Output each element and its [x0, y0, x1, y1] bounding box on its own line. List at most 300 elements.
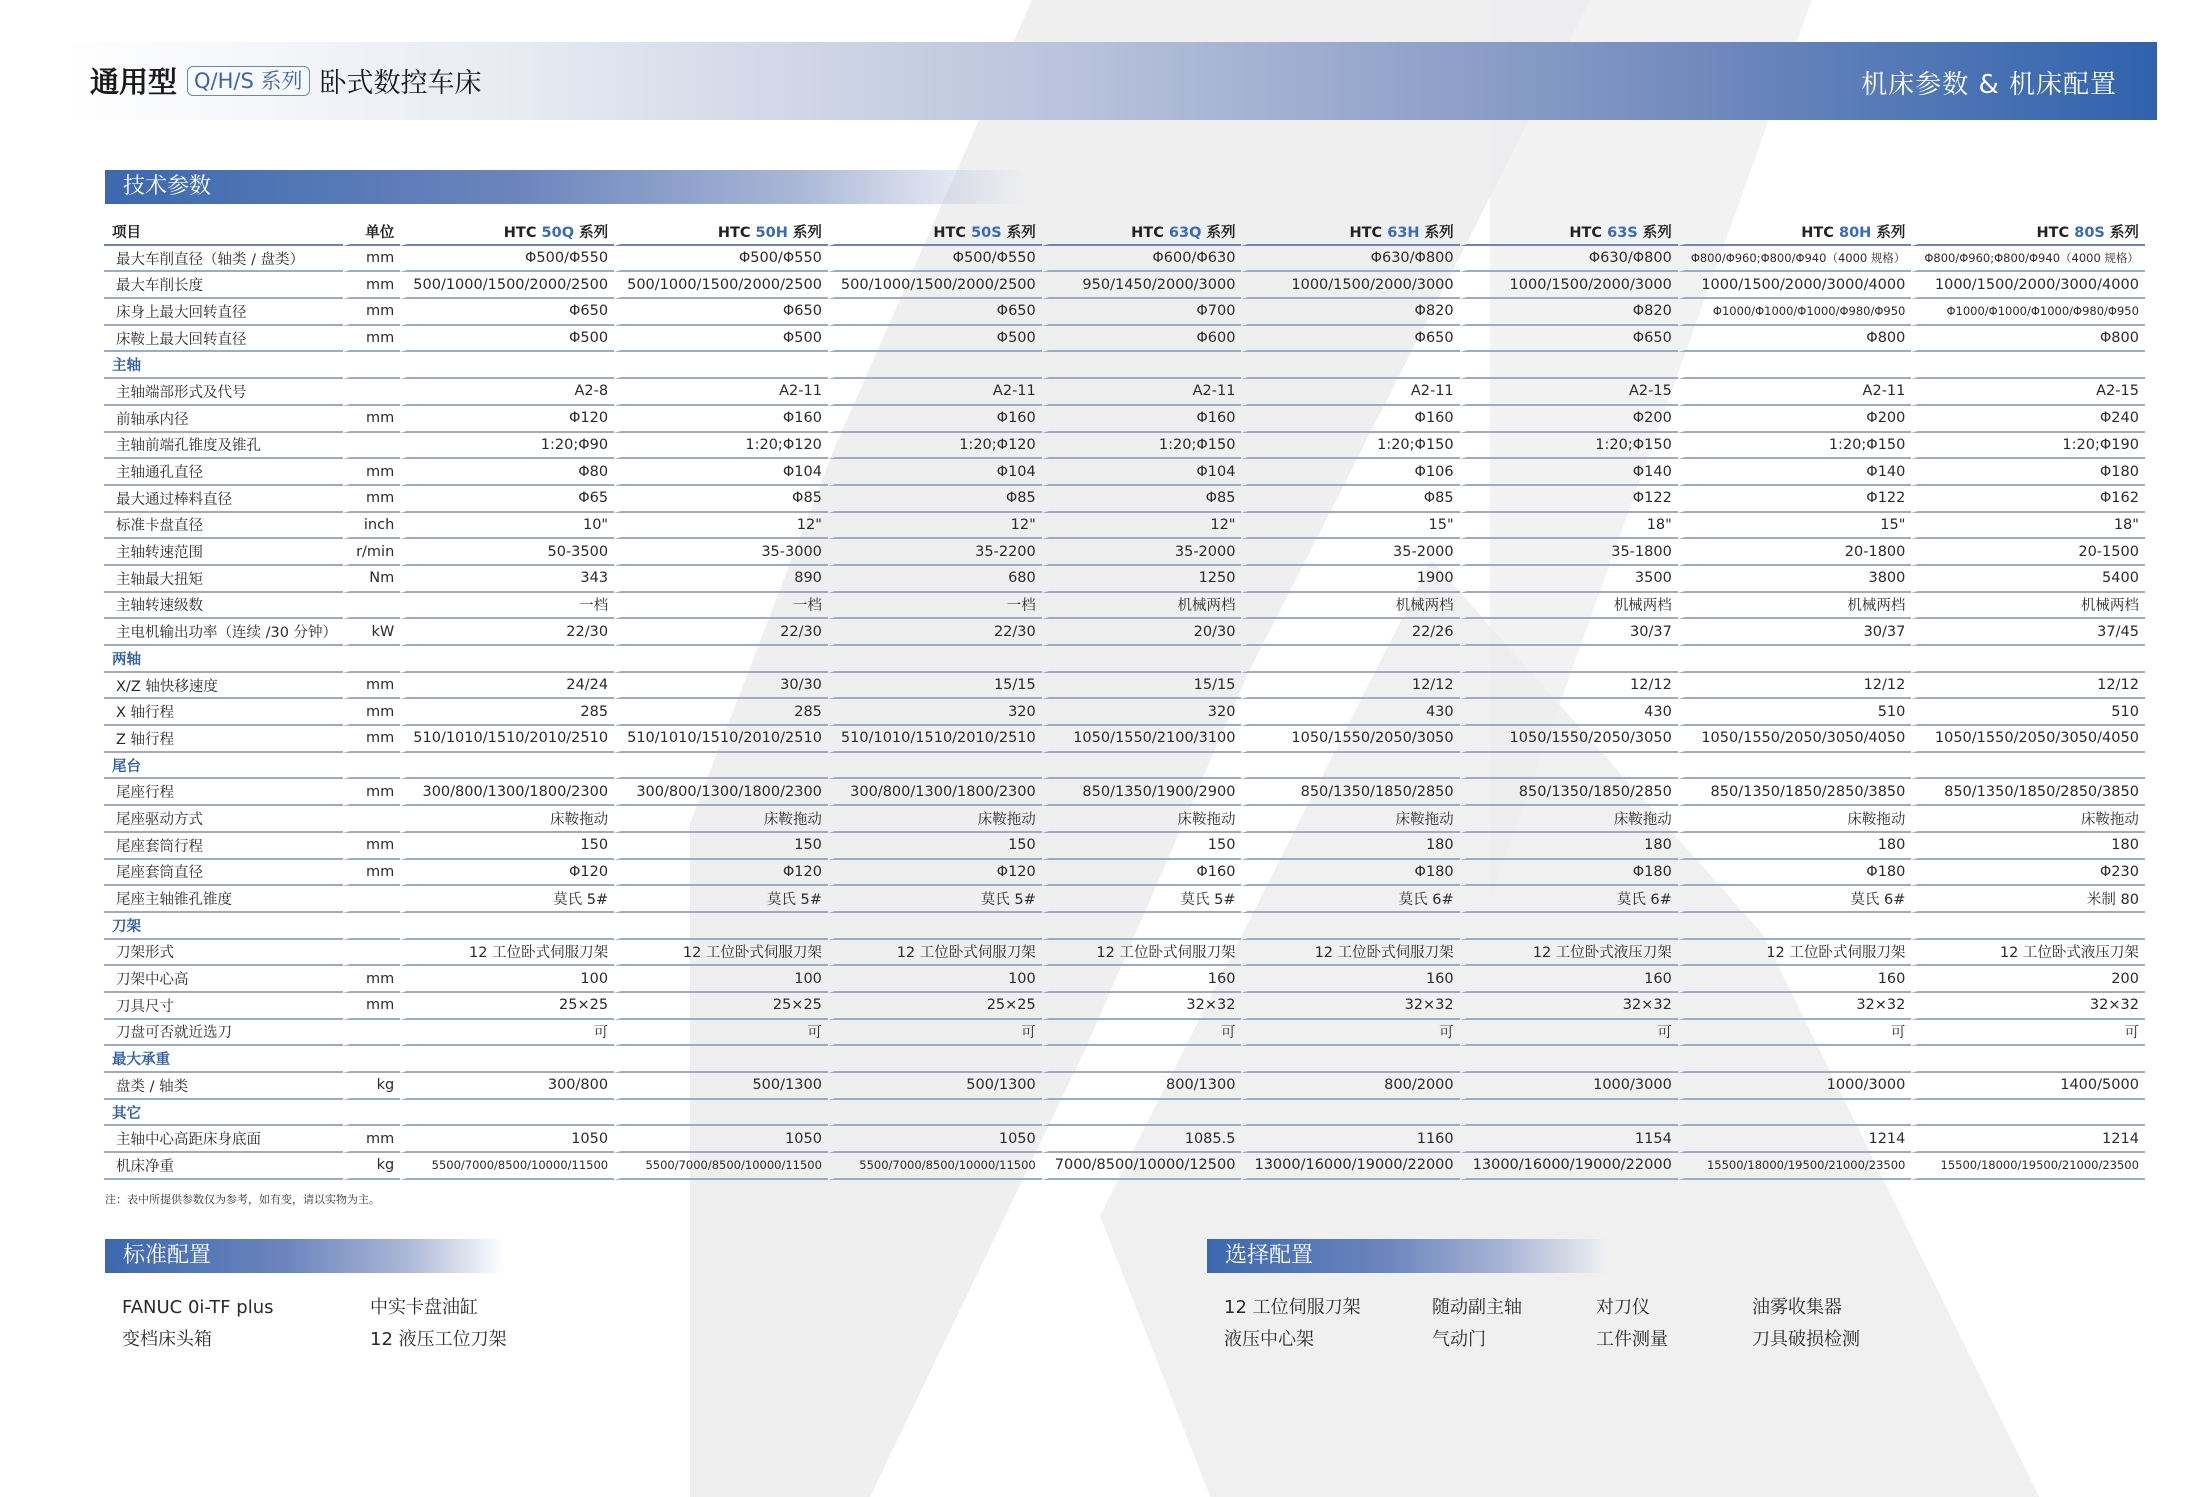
row-value: 1000/3000 [1460, 1073, 1678, 1100]
row-value: Φ240 [1911, 406, 2145, 433]
config-item: FANUC 0i-TF plus [122, 1297, 274, 1318]
row-value: 430 [1460, 699, 1678, 726]
row-value: 可 [1678, 1020, 1912, 1047]
row-value: 18" [1460, 513, 1678, 540]
row-value: Φ180 [1241, 860, 1459, 887]
row-value: 1:20;Φ90 [400, 433, 614, 460]
row-value: 25×25 [828, 993, 1042, 1020]
row-value: 160 [1042, 966, 1242, 993]
row-value: 510/1010/1510/2010/2510 [400, 726, 614, 753]
table-section-row [104, 1100, 2145, 1127]
row-unit: mm [343, 966, 400, 993]
row-value: 160 [1241, 966, 1459, 993]
row-value: 500/1300 [614, 1073, 828, 1100]
row-value: 500/1300 [828, 1073, 1042, 1100]
row-unit: mm [343, 993, 400, 1020]
row-value: Φ650 [1460, 326, 1678, 353]
row-value: Φ122 [1460, 486, 1678, 513]
title-type: 通用型 [90, 65, 178, 99]
table-row [104, 1073, 2145, 1100]
row-value: 10" [400, 513, 614, 540]
row-value: 35-2000 [1241, 539, 1459, 566]
row-unit [343, 886, 400, 913]
row-value: 1900 [1241, 566, 1459, 593]
row-value: 12/12 [1678, 673, 1912, 700]
row-value: 35-2000 [1042, 539, 1242, 566]
table-row [104, 726, 2145, 753]
row-value: 18" [1911, 513, 2145, 540]
row-value: 200 [1911, 966, 2145, 993]
row-value: 22/26 [1241, 619, 1459, 646]
row-value: 1050/1550/2050/3050 [1241, 726, 1459, 753]
row-value: 285 [614, 699, 828, 726]
row-value: 150 [1042, 833, 1242, 860]
row-value: A2-11 [828, 379, 1042, 406]
row-value: 180 [1678, 833, 1912, 860]
empty-cell [343, 913, 400, 940]
row-item-label: 主轴转速范围 [104, 539, 343, 566]
table-row [104, 833, 2145, 860]
row-value: 1050 [400, 1126, 614, 1153]
table-row [104, 566, 2145, 593]
row-value: 1:20;Φ120 [614, 433, 828, 460]
row-value: Φ600 [1042, 326, 1242, 353]
row-value: Φ630/Φ800 [1241, 246, 1459, 273]
row-item-label: 尾座套筒行程 [104, 833, 343, 860]
row-value: 12" [828, 513, 1042, 540]
row-value: 莫氏 5# [614, 886, 828, 913]
row-value: 1000/1500/2000/3000 [1241, 272, 1459, 299]
row-value: 1050/1550/2100/3100 [1042, 726, 1242, 753]
row-value: 3500 [1460, 566, 1678, 593]
row-value: 可 [400, 1020, 614, 1047]
section-label: 其它 [104, 1100, 343, 1127]
row-value: 莫氏 5# [828, 886, 1042, 913]
row-unit: kg [343, 1073, 400, 1100]
row-value: 5500/7000/8500/10000/11500 [400, 1153, 614, 1180]
empty-cell [343, 753, 400, 780]
empty-cell [1042, 913, 1242, 940]
row-value: 32×32 [1241, 993, 1459, 1020]
row-value: Φ180 [1678, 860, 1912, 887]
table-row [104, 379, 2145, 406]
empty-cell [1241, 1100, 1459, 1127]
model-prefix: HTC [933, 224, 972, 241]
row-value: 500/1000/1500/2000/2500 [828, 272, 1042, 299]
row-value: 15500/18000/19500/21000/23500 [1911, 1153, 2145, 1180]
row-value: Φ1000/Φ1000/Φ1000/Φ980/Φ950 [1911, 299, 2145, 326]
table-row [104, 539, 2145, 566]
table-row [104, 940, 2145, 967]
row-value: 100 [400, 966, 614, 993]
row-value: Φ200 [1460, 406, 1678, 433]
row-item-label: 主轴中心高距床身底面 [104, 1126, 343, 1153]
row-value: 12" [1042, 513, 1242, 540]
empty-cell [1678, 1046, 1912, 1073]
empty-cell [828, 913, 1042, 940]
model-number: 80H [1838, 224, 1872, 241]
empty-cell [400, 352, 614, 379]
model-suffix: 系列 [1201, 224, 1236, 241]
row-item-label: 床身上最大回转直径 [104, 299, 343, 326]
row-value: 机械两档 [1241, 593, 1459, 620]
model-suffix: 系列 [1871, 224, 1906, 241]
table-row [104, 993, 2145, 1020]
row-value: 机械两档 [1460, 593, 1678, 620]
row-value: 800/1300 [1042, 1073, 1242, 1100]
row-value: Φ120 [614, 860, 828, 887]
row-value: 12/12 [1241, 673, 1459, 700]
row-unit: mm [343, 246, 400, 273]
row-value: 7000/8500/10000/12500 [1042, 1153, 1242, 1180]
row-value: 1000/1500/2000/3000 [1460, 272, 1678, 299]
row-value: 1160 [1241, 1126, 1459, 1153]
row-value: Φ500/Φ550 [828, 246, 1042, 273]
row-unit: mm [343, 779, 400, 806]
empty-cell [1241, 913, 1459, 940]
row-value: 20-1800 [1678, 539, 1912, 566]
row-value: Φ800/Φ960;Φ800/Φ940（4000 规格） [1678, 246, 1912, 273]
row-value: 15500/18000/19500/21000/23500 [1678, 1153, 1912, 1180]
row-value: Φ104 [828, 459, 1042, 486]
row-value: Φ65 [400, 486, 614, 513]
table-note: 注：表中所提供参数仅为参考，如有变，请以实物为主。 [105, 1193, 380, 1206]
row-value: 15/15 [1042, 673, 1242, 700]
model-number: 63S [1607, 224, 1638, 241]
row-item-label: 最大通过棒料直径 [104, 486, 343, 513]
table-row [104, 860, 2145, 887]
row-value: 100 [828, 966, 1042, 993]
row-value: 15" [1678, 513, 1912, 540]
table-row [104, 779, 2145, 806]
row-value: A2-11 [614, 379, 828, 406]
row-value: 180 [1911, 833, 2145, 860]
row-value: A2-11 [1042, 379, 1242, 406]
row-value: Φ650 [614, 299, 828, 326]
table-section-row [104, 646, 2145, 673]
row-value: 950/1450/2000/3000 [1042, 272, 1242, 299]
row-value: 25×25 [400, 993, 614, 1020]
spec-table [104, 219, 2145, 1180]
row-value: 32×32 [1460, 993, 1678, 1020]
row-value: 850/1350/1850/2850/3850 [1911, 779, 2145, 806]
row-value: 15/15 [828, 673, 1042, 700]
row-value: Φ160 [614, 406, 828, 433]
empty-cell [614, 753, 828, 780]
table-row [104, 619, 2145, 646]
model-suffix: 系列 [574, 224, 609, 241]
row-unit: mm [343, 326, 400, 353]
row-value: 可 [614, 1020, 828, 1047]
row-value: 1000/3000 [1678, 1073, 1912, 1100]
row-value: 180 [1241, 833, 1459, 860]
empty-cell [1911, 1100, 2145, 1127]
row-value: 24/24 [400, 673, 614, 700]
table-row [104, 806, 2145, 833]
row-item-label: 尾座驱动方式 [104, 806, 343, 833]
empty-cell [1460, 1046, 1678, 1073]
row-value: 1:20;Φ150 [1241, 433, 1459, 460]
row-value: 机械两档 [1911, 593, 2145, 620]
table-row [104, 593, 2145, 620]
row-value: 32×32 [1042, 993, 1242, 1020]
table-row [104, 1020, 2145, 1047]
row-value: 12 工位卧式伺服刀架 [1042, 940, 1242, 967]
row-value: 13000/16000/19000/22000 [1460, 1153, 1678, 1180]
row-unit: r/min [343, 539, 400, 566]
row-unit: mm [343, 486, 400, 513]
title-product: 卧式数控车床 [319, 68, 482, 99]
table-section-row [104, 913, 2145, 940]
empty-cell [1911, 753, 2145, 780]
section-label: 尾台 [104, 753, 343, 780]
row-unit: Nm [343, 566, 400, 593]
row-value: Φ80 [400, 459, 614, 486]
row-value: 莫氏 5# [400, 886, 614, 913]
row-value: 150 [614, 833, 828, 860]
row-value: Φ160 [1042, 860, 1242, 887]
table-row [104, 406, 2145, 433]
row-unit: mm [343, 673, 400, 700]
config-item: 12 液压工位刀架 [370, 1329, 507, 1350]
row-value: 床鞍拖动 [1911, 806, 2145, 833]
header-model-80h [1678, 219, 1912, 246]
row-value: Φ104 [614, 459, 828, 486]
row-item-label: 最大车削直径（轴类 / 盘类） [104, 246, 343, 273]
row-value: 300/800/1300/1800/2300 [400, 779, 614, 806]
row-value: Φ85 [1241, 486, 1459, 513]
empty-cell [343, 646, 400, 673]
model-suffix: 系列 [787, 224, 822, 241]
row-unit [343, 940, 400, 967]
row-value: Φ500/Φ550 [614, 246, 828, 273]
empty-cell [1678, 1100, 1912, 1127]
table-row [104, 486, 2145, 513]
model-suffix: 系列 [1001, 224, 1036, 241]
table-row [104, 299, 2145, 326]
row-unit: mm [343, 272, 400, 299]
empty-cell [343, 1046, 400, 1073]
table-row [104, 513, 2145, 540]
row-value: 25×25 [614, 993, 828, 1020]
empty-cell [400, 646, 614, 673]
empty-cell [1042, 646, 1242, 673]
row-value: 150 [400, 833, 614, 860]
empty-cell [614, 646, 828, 673]
table-section-row [104, 1046, 2145, 1073]
row-value: 20/30 [1042, 619, 1242, 646]
empty-cell [828, 352, 1042, 379]
row-value: 3800 [1678, 566, 1912, 593]
row-value: 床鞍拖动 [400, 806, 614, 833]
section-standard-config: 标准配置 [105, 1239, 505, 1273]
row-value: 可 [1911, 1020, 2145, 1047]
row-value: Φ160 [828, 406, 1042, 433]
model-prefix: HTC [717, 224, 756, 241]
header-model-80s [1911, 219, 2145, 246]
row-value: Φ500 [828, 326, 1042, 353]
row-value: 22/30 [614, 619, 828, 646]
row-unit [343, 806, 400, 833]
row-value: Φ500 [614, 326, 828, 353]
config-item: 中实卡盘油缸 [370, 1297, 478, 1318]
row-value: 5500/7000/8500/10000/11500 [614, 1153, 828, 1180]
empty-cell [1241, 1046, 1459, 1073]
header-model-50q [400, 219, 614, 246]
row-value: 1:20;Φ190 [1911, 433, 2145, 460]
row-value: 30/37 [1460, 619, 1678, 646]
row-value: 12 工位卧式伺服刀架 [614, 940, 828, 967]
model-number: 80S [2074, 224, 2105, 241]
row-value: 510/1010/1510/2010/2510 [828, 726, 1042, 753]
row-value: Φ160 [1241, 406, 1459, 433]
header-model-63s [1460, 219, 1678, 246]
row-unit: inch [343, 513, 400, 540]
row-value: 12 工位卧式伺服刀架 [1678, 940, 1912, 967]
row-value: 1050/1550/2050/3050/4050 [1678, 726, 1912, 753]
row-value: 15" [1241, 513, 1459, 540]
row-value: Φ820 [1241, 299, 1459, 326]
empty-cell [1911, 913, 2145, 940]
empty-cell [828, 1046, 1042, 1073]
empty-cell [1241, 646, 1459, 673]
table-row [104, 1153, 2145, 1180]
empty-cell [1460, 913, 1678, 940]
row-unit: mm [343, 726, 400, 753]
row-value: Φ162 [1911, 486, 2145, 513]
row-value: 50-3500 [400, 539, 614, 566]
row-value: 100 [614, 966, 828, 993]
row-unit: mm [343, 299, 400, 326]
table-row [104, 1126, 2145, 1153]
row-item-label: Z 轴行程 [104, 726, 343, 753]
row-value: 430 [1241, 699, 1459, 726]
row-value: 12" [614, 513, 828, 540]
row-value: 莫氏 6# [1460, 886, 1678, 913]
series-badge: Q/H/S 系列 [187, 66, 309, 96]
model-number: 63Q [1168, 224, 1202, 241]
row-value: 500/1000/1500/2000/2500 [614, 272, 828, 299]
header-unit: 单位 [343, 219, 400, 246]
row-value: 可 [828, 1020, 1042, 1047]
row-value: Φ820 [1460, 299, 1678, 326]
empty-cell [1678, 753, 1912, 780]
row-item-label: 主轴前端孔锥度及锥孔 [104, 433, 343, 460]
row-value: 一档 [400, 593, 614, 620]
row-value: 床鞍拖动 [828, 806, 1042, 833]
section-label: 刀架 [104, 913, 343, 940]
row-value: 莫氏 6# [1241, 886, 1459, 913]
table-row [104, 673, 2145, 700]
empty-cell [1678, 646, 1912, 673]
row-value: A2-8 [400, 379, 614, 406]
empty-cell [1460, 646, 1678, 673]
row-value: 1:20;Φ120 [828, 433, 1042, 460]
row-value: 1154 [1460, 1126, 1678, 1153]
row-value: 850/1350/1850/2850 [1241, 779, 1459, 806]
row-value: A2-15 [1460, 379, 1678, 406]
header-model-63h [1241, 219, 1459, 246]
row-item-label: 刀架中心高 [104, 966, 343, 993]
model-number: 50Q [541, 224, 575, 241]
empty-cell [1042, 1100, 1242, 1127]
row-item-label: 前轴承内径 [104, 406, 343, 433]
row-value: 1:20;Φ150 [1460, 433, 1678, 460]
row-value: 1:20;Φ150 [1678, 433, 1912, 460]
empty-cell [1241, 753, 1459, 780]
model-number: 50H [755, 224, 788, 241]
empty-cell [343, 1100, 400, 1127]
row-value: Φ85 [1042, 486, 1242, 513]
row-value: 22/30 [400, 619, 614, 646]
row-unit: kW [343, 619, 400, 646]
row-unit: mm [343, 860, 400, 887]
empty-cell [828, 753, 1042, 780]
row-value: 30/37 [1678, 619, 1912, 646]
row-value: 莫氏 5# [1042, 886, 1242, 913]
model-prefix: HTC [1131, 224, 1169, 241]
section-tech-params: 技术参数 [105, 170, 1025, 204]
model-prefix: HTC [503, 224, 542, 241]
empty-cell [1241, 352, 1459, 379]
empty-cell [1678, 913, 1912, 940]
row-item-label: 尾座套筒直径 [104, 860, 343, 887]
empty-cell [828, 1100, 1042, 1127]
empty-cell [828, 646, 1042, 673]
header-model-50s [828, 219, 1042, 246]
row-value: 1050 [614, 1126, 828, 1153]
section-label: 两轴 [104, 646, 343, 673]
row-value: 机械两档 [1042, 593, 1242, 620]
row-value: Φ1000/Φ1000/Φ1000/Φ980/Φ950 [1678, 299, 1912, 326]
row-value: Φ104 [1042, 459, 1242, 486]
row-value: 680 [828, 566, 1042, 593]
empty-cell [1911, 352, 2145, 379]
row-value: Φ200 [1678, 406, 1912, 433]
row-value: 可 [1241, 1020, 1459, 1047]
model-prefix: HTC [2036, 224, 2075, 241]
row-value: 320 [1042, 699, 1242, 726]
table-row [104, 326, 2145, 353]
row-value: 35-2200 [828, 539, 1042, 566]
model-prefix: HTC [1349, 224, 1388, 241]
empty-cell [614, 1046, 828, 1073]
model-suffix: 系列 [1419, 224, 1454, 241]
row-value: Φ122 [1678, 486, 1912, 513]
row-item-label: 主轴最大扭矩 [104, 566, 343, 593]
row-value: Φ140 [1678, 459, 1912, 486]
row-value: Φ120 [400, 406, 614, 433]
model-prefix: HTC [1569, 224, 1608, 241]
row-item-label: 刀架形式 [104, 940, 343, 967]
row-unit: mm [343, 459, 400, 486]
config-item: 对刀仪 [1596, 1297, 1650, 1318]
row-value: 320 [828, 699, 1042, 726]
row-value: 床鞍拖动 [614, 806, 828, 833]
row-value: Φ700 [1042, 299, 1242, 326]
row-value: 160 [1460, 966, 1678, 993]
row-item-label: 刀盘可否就近选刀 [104, 1020, 343, 1047]
row-value: 可 [1042, 1020, 1242, 1047]
empty-cell [1460, 753, 1678, 780]
empty-cell [1678, 352, 1912, 379]
row-value: Φ106 [1241, 459, 1459, 486]
header-right-title: 机床参数 & 机床配置 [1861, 70, 2117, 100]
row-value: 1000/1500/2000/3000/4000 [1678, 272, 1912, 299]
row-value: 12 工位卧式液压刀架 [1460, 940, 1678, 967]
row-item-label: 床鞍上最大回转直径 [104, 326, 343, 353]
row-value: 床鞍拖动 [1460, 806, 1678, 833]
